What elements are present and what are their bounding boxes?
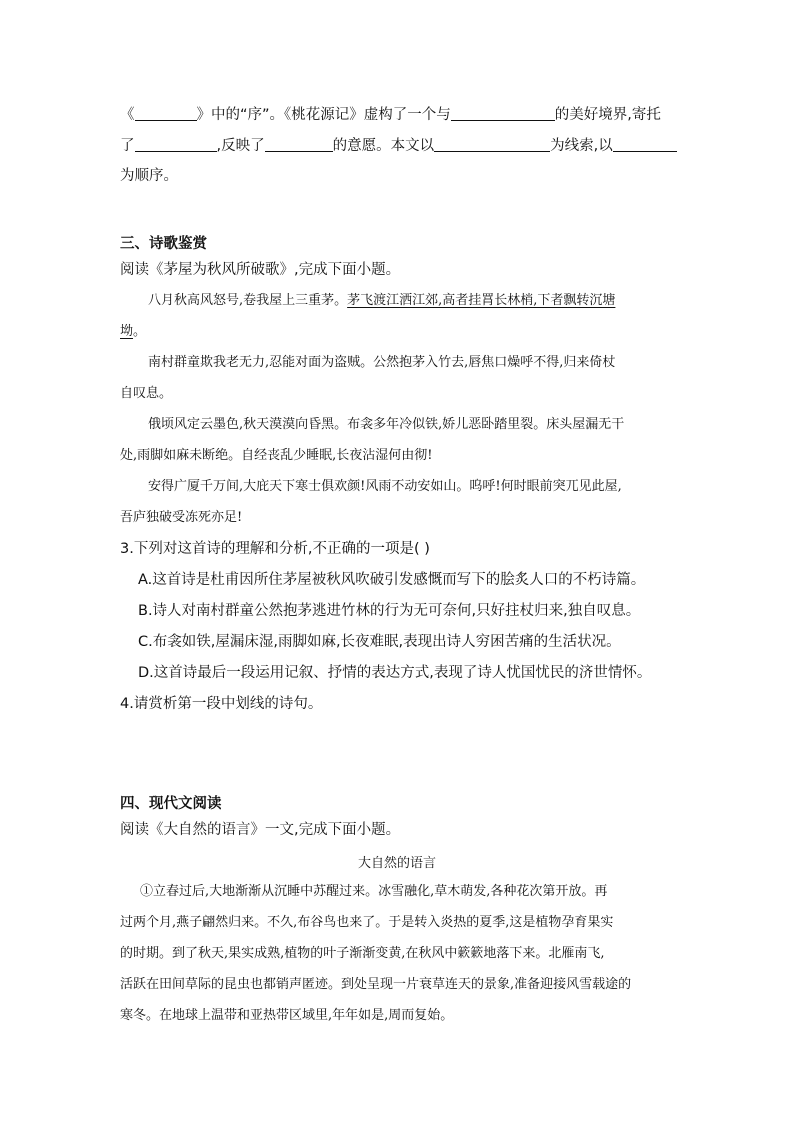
- article-title: 大自然的语言: [357, 856, 436, 871]
- intro-text: ,反映了: [216, 138, 265, 154]
- article-line: ①立春过后,大地渐渐从沉睡中苏醒过来。冰雪融化,草木萌发,各种花次第开放。再: [140, 884, 608, 899]
- article-line: 的时期。到了秋天,果实成熟,植物的叶子渐渐变黄,在秋风中簌簌地落下来。北雁南飞,: [120, 946, 605, 961]
- answer-blank: [135, 104, 197, 121]
- poem-text: 八月秋高风怒号,卷我屋上三重茅。: [148, 293, 348, 308]
- section-heading: 三、诗歌鉴赏: [120, 236, 207, 252]
- section-heading: 四、现代文阅读: [120, 796, 222, 812]
- poem-line: 处,雨脚如麻未断绝。自经丧乱少睡眠,长夜沾湿何由彻!: [120, 448, 433, 463]
- question-4: 4.请赏析第一段中划线的诗句。: [120, 696, 323, 712]
- answer-blank: [135, 135, 217, 152]
- intro-text: 》中的“序”。《桃花源记》虚构了一个与: [196, 107, 451, 123]
- intro-text: 《: [120, 107, 135, 123]
- intro-line-2: [120, 135, 677, 156]
- question-3-stem: 3.下列对这首诗的理解和分析,不正确的一项是( ): [120, 541, 430, 557]
- intro-line-1: [120, 104, 661, 125]
- intro-text: 了: [120, 138, 135, 154]
- poem-text: 。: [133, 324, 147, 339]
- article-line: 活跃在田间草际的昆虫也都销声匿迹。到处呈现一片衰草连天的景象,准备迎接风雪载途的: [120, 977, 632, 992]
- underlined-verse: 坳: [120, 324, 134, 339]
- answer-blank: [613, 135, 677, 152]
- poem-line: 俄顷风定云墨色,秋天漠漠向昏黑。布衾多年冷似铁,娇儿恶卧踏里裂。床头屋漏无干: [148, 417, 625, 432]
- section-instruction: 阅读《茅屋为秋风所破歌》,完成下面小题。: [120, 262, 401, 278]
- option-a: A.这首诗是杜甫因所住茅屋被秋风吹破引发感慨而写下的脍炙人口的不朽诗篇。: [138, 572, 646, 588]
- option-c: C.布衾如铁,屋漏床湿,雨脚如麻,长夜难眠,表现出诗人穷困苦痛的生活状况。: [138, 634, 621, 650]
- poem-line: 自叹息。: [120, 386, 173, 401]
- poem-line: [120, 322, 146, 342]
- article-line: 过两个月,燕子翩然归来。不久,布谷鸟也来了。于是转入炎热的夏季,这是植物孕育果实: [120, 915, 614, 930]
- answer-blank: [451, 104, 555, 121]
- intro-line-3: 为顺序。: [120, 168, 178, 184]
- intro-text: 为线索,以: [550, 138, 613, 154]
- poem-line: 南村群童欺我老无力,忍能对面为盗贼。公然抱茅入竹去,唇焦口燥呼不得,归来倚杖: [148, 355, 616, 370]
- option-b: B.诗人对南村群童公然抱茅逃进竹林的行为无可奈何,只好拄杖归来,独自叹息。: [138, 603, 641, 619]
- option-d: D.这首诗最后一段运用记叙、抒情的表达方式,表现了诗人忧国忧民的济世情怀。: [138, 665, 652, 681]
- section-instruction: 阅读《大自然的语言》一文,完成下面小题。: [120, 822, 401, 838]
- intro-text: 的美好境界,寄托: [554, 107, 661, 123]
- poem-line: [148, 291, 615, 311]
- answer-blank: [434, 135, 550, 152]
- underlined-verse: 茅飞渡江洒江郊,高者挂罥长林梢,下者飘转沉塘: [347, 293, 616, 308]
- poem-line: 吾庐独破受冻死亦足!: [120, 510, 243, 525]
- poem-line: 安得广厦千万间,大庇天下寒士俱欢颜!风雨不动安如山。呜呼!何时眼前突兀见此屋,: [148, 479, 622, 494]
- intro-text: 的意愿。本文以: [332, 138, 435, 154]
- answer-blank: [265, 135, 333, 152]
- article-line: 寒冬。在地球上温带和亚热带区域里,年年如是,周而复始。: [120, 1008, 454, 1023]
